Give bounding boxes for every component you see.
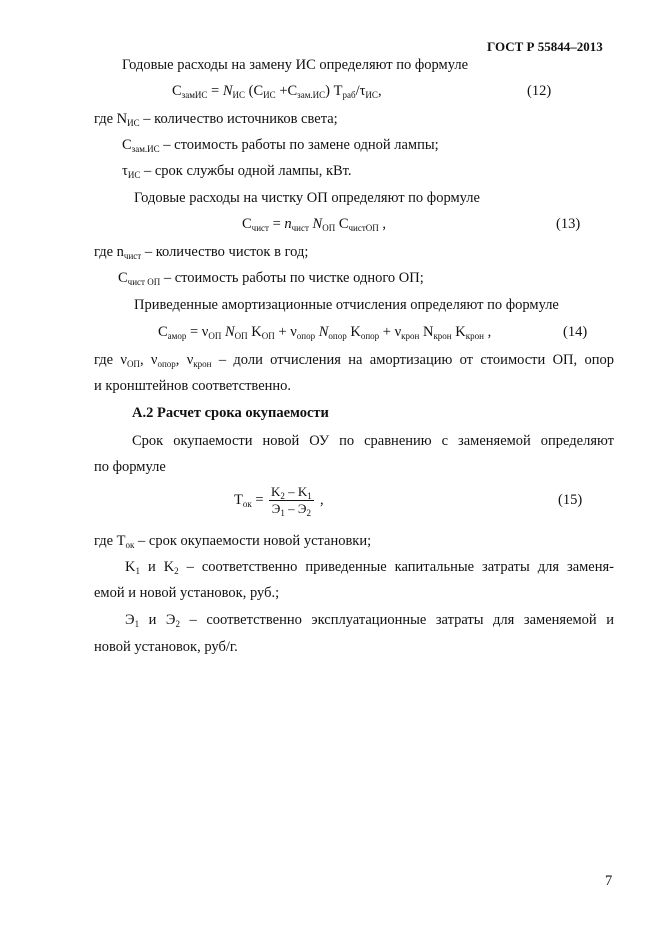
- formula-13: $C_{чист} = n_{чист}$ $N_{ОП}$ $C_{чистОП}$ ,: [242, 216, 387, 233]
- formula-12-number: (12): [527, 83, 552, 99]
- definition-line: где $n_{чист}$ – количество чисток в год;: [94, 244, 309, 261]
- formula-15-fraction: [269, 484, 314, 517]
- standard-header: ГОСТ Р 55844–2013: [487, 39, 603, 54]
- formula-15-lhs: $T_{ок}$ =: [234, 492, 264, 509]
- paragraph-line: Годовые расходы на чистку ОП определяют по формуле: [134, 190, 480, 206]
- fraction-denominator: $Э_1 - Э_2$: [271, 501, 311, 518]
- section-heading: А.2 Расчет срока окупаемости: [132, 405, 329, 421]
- formula-14: $C_{амор} = \nu_{ОП}$ $N_{ОП}$ $K_{ОП} + \nu_{опор}$ $N_{опор}$ $K_{опор} + \nu_{крон}$ $N_{крон}$ $K_{крон}$ ,: [158, 324, 492, 341]
- paragraph-line: Годовые расходы на замену ИС определяют по формуле: [122, 57, 469, 73]
- definition-line: $Э_1$ и $Э_2$ – соответственно эксплуатационные затраты для заменяемой и: [125, 612, 614, 629]
- formula-13-number: (13): [556, 216, 581, 232]
- definition-line: $\tau_{ИС}$ – срок службы одной лампы, кВт.: [122, 163, 352, 180]
- fraction-numerator: $K_2 - K_1$: [271, 484, 312, 501]
- formula-15-number: (15): [558, 492, 583, 508]
- page-number: 7: [605, 873, 613, 889]
- paragraph-line: Срок окупаемости новой ОУ по сравнению с заменяемой определяют: [132, 433, 614, 449]
- formula-12: $C_{замИС} = N_{ИС}$ $(C_{ИС} +C_{зам.ИС})$ $T_{раб}/\tau_{ИС}$,: [172, 83, 382, 100]
- definition-line: $C_{зам.ИС}$ – стоимость работы по замене одной лампы;: [122, 137, 439, 154]
- definition-line: где $T_{ок}$ – срок окупаемости новой установки;: [94, 533, 372, 550]
- paragraph-line: новой установок, руб/г.: [94, 639, 238, 655]
- definition-line: $C_{чист ОП}$ – стоимость работы по чистке одного ОП;: [118, 270, 424, 287]
- definition-line: где $N_{ИС}$ – количество источников света;: [94, 111, 338, 128]
- definition-line: где $\nu_{ОП}$, $\nu_{опор}$, $\nu_{крон}$ – доли отчисления на амортизацию от стоимости ОП, опор: [94, 352, 614, 369]
- paragraph-line: по формуле: [94, 459, 166, 475]
- formula-15-end: ,: [320, 492, 324, 508]
- formula-14-number: (14): [563, 324, 588, 340]
- definition-line: $K_1$ и $K_2$ – соответственно приведенные капитальные затраты для заменя-: [125, 559, 615, 576]
- paragraph-line: Приведенные амортизационные отчисления определяют по формуле: [134, 297, 559, 313]
- paragraph-line: емой и новой установок, руб.;: [94, 585, 280, 601]
- paragraph-line: и кронштейнов соответственно.: [94, 378, 292, 394]
